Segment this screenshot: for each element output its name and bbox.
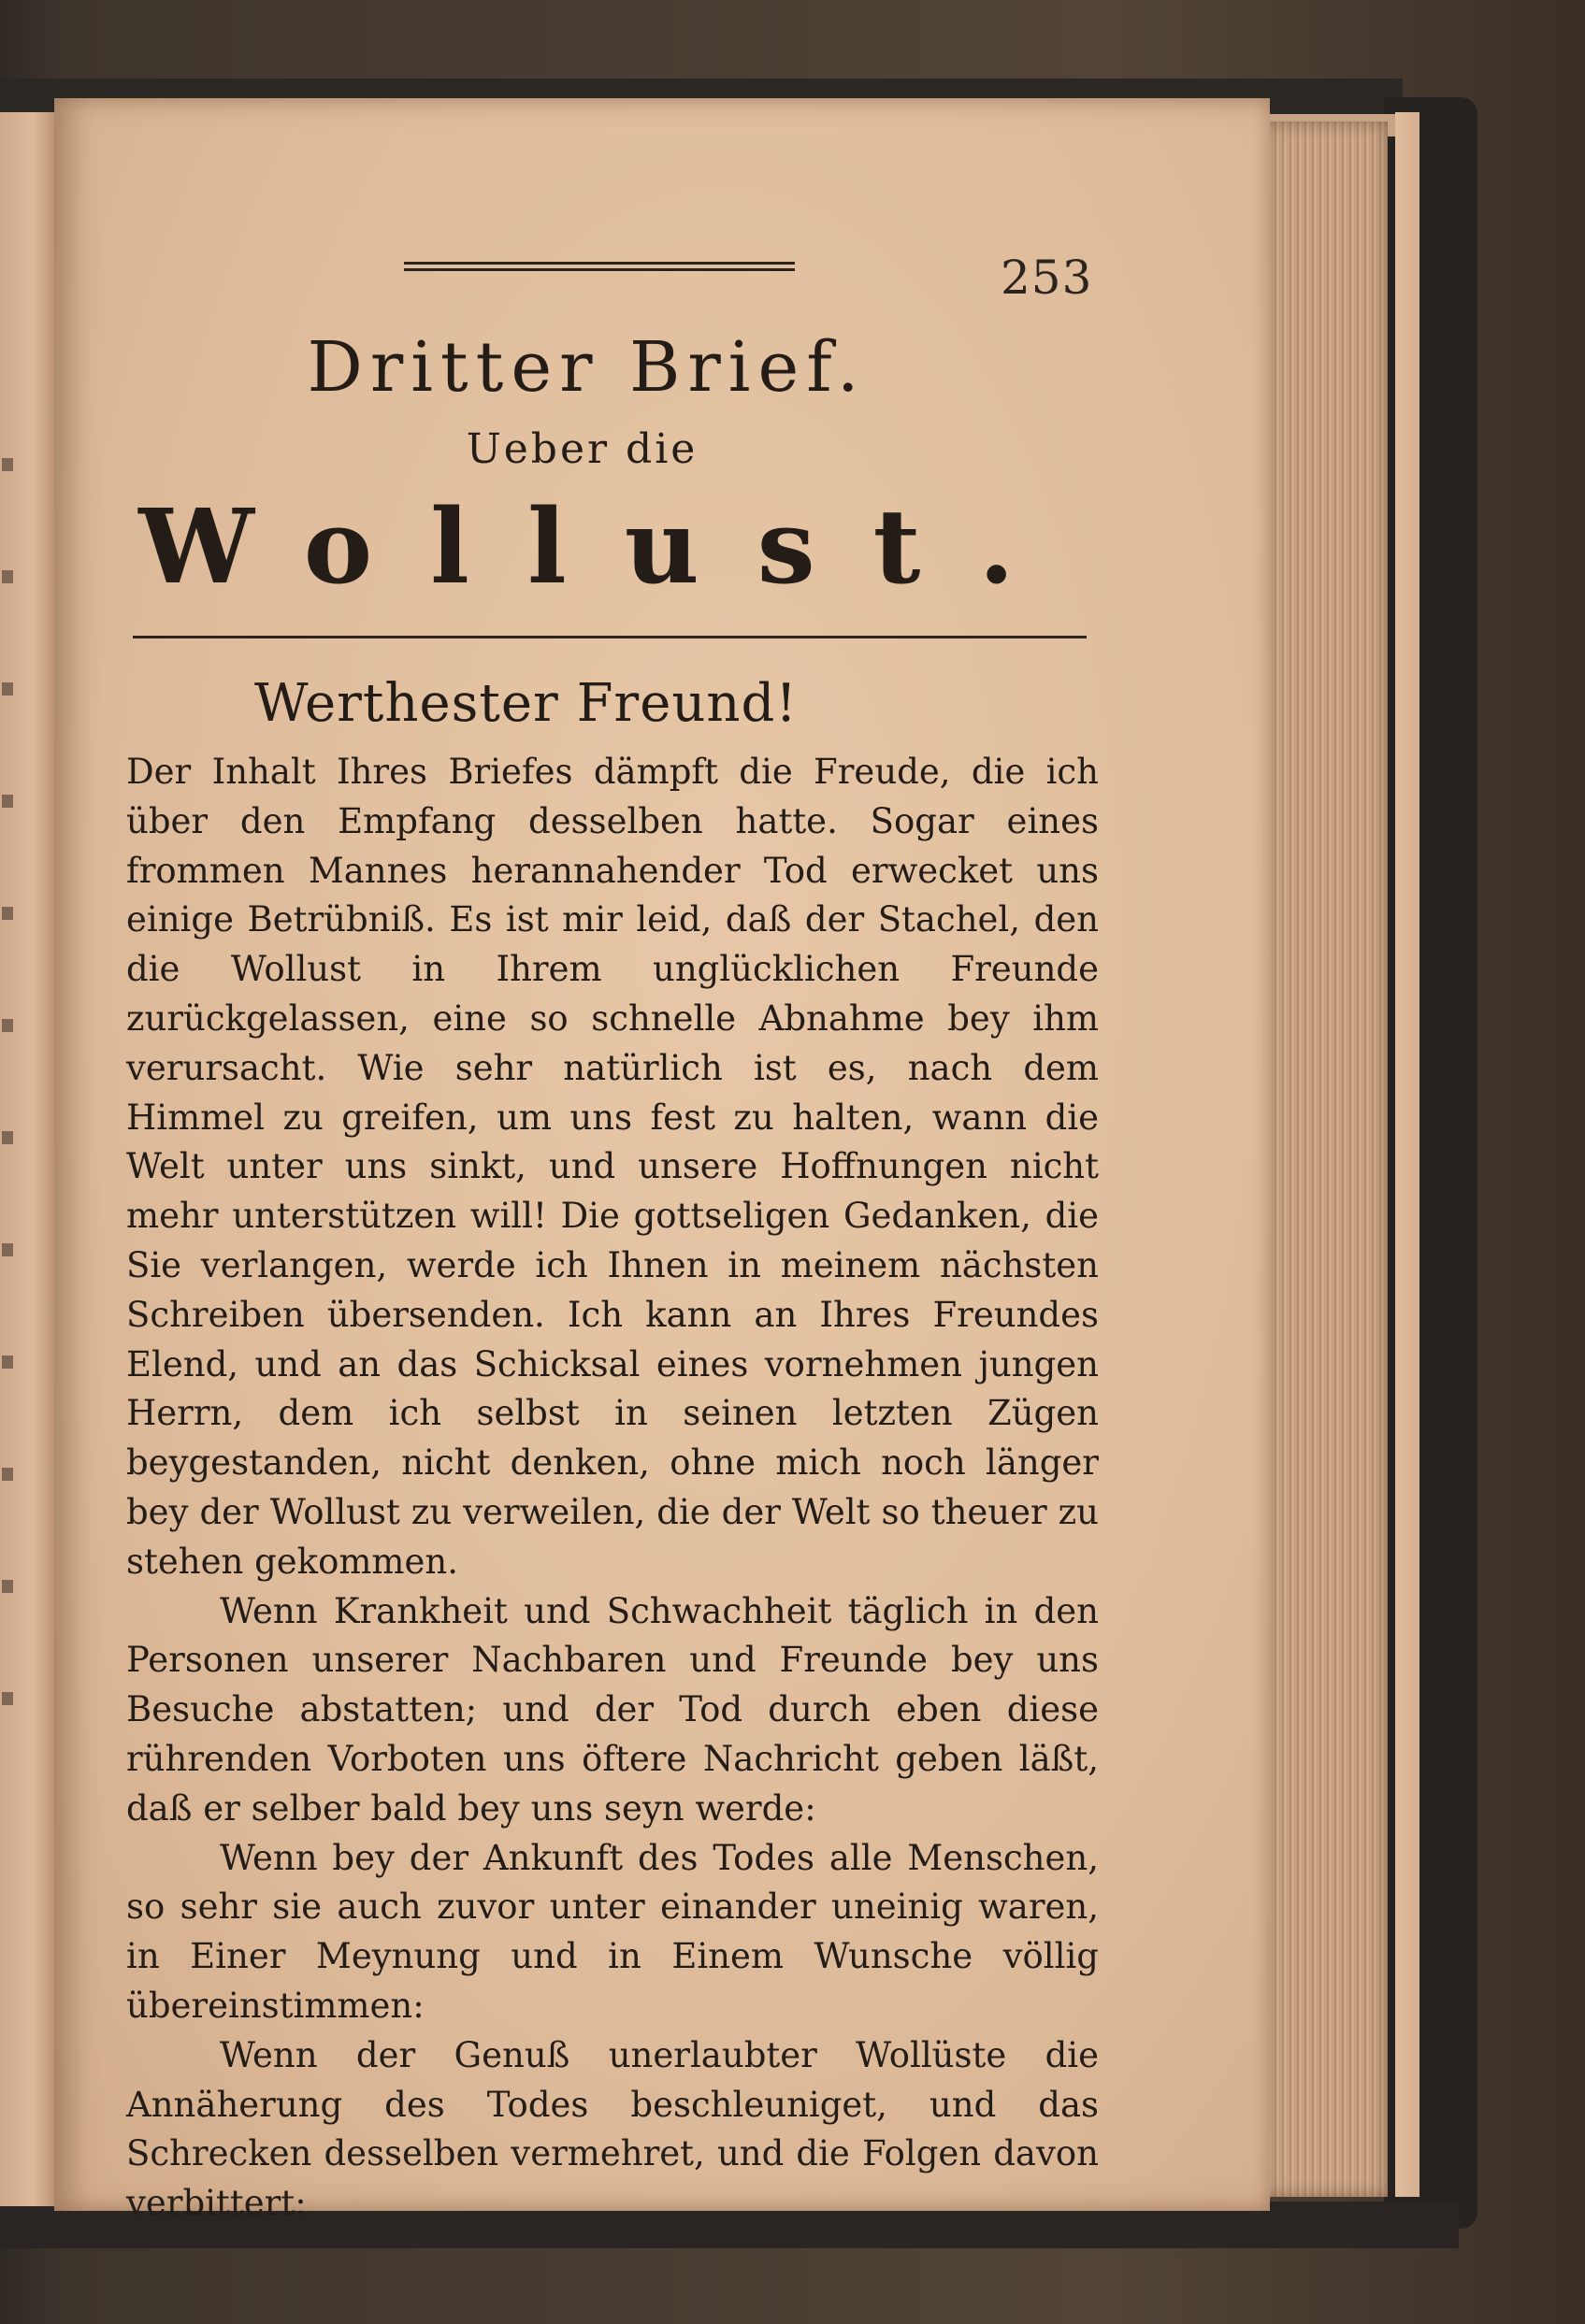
chapter-topic: Wollust. — [138, 486, 1073, 607]
heading-divider-rule — [133, 636, 1087, 638]
body-paragraph: Der Inhalt Ihres Briefes dämpft die Freude, die ich über den Empfang desselben hatte. Sogar eines frommen Mannes herannahender Tod erwecket uns einige Betrübniß. Es ist mir leid, daß der Stachel, den die Wollust in Ihrem unglücklichen Freunde zurückgelassen, eine so schnelle Abnahme bey ihm verursacht. Wie sehr natürlich ist es, nach dem Himmel zu greifen, um uns fest zu halten, wann die Welt unter uns sinkt, und unsere Hoffnungen nicht mehr unterstützen will! Die gottseligen Gedanken, die Sie verlangen, werde ich Ihnen in meinem nächsten Schreiben übersenden. Ich kann an Ihres Freundes Elend, und an das Schicksal eines vornehmen jungen Herrn, dem ich selbst in seinen letzten Zügen beygestanden, nicht denken, ohne mich noch länger bey der Wollust zu verweilen, die der Welt so theuer zu stehen gekommen. — [126, 752, 1099, 1582]
chapter-title: Dritter Brief. — [307, 327, 867, 408]
letter-body — [126, 748, 1099, 2229]
chapter-subtitle: Ueber die — [466, 425, 699, 473]
body-paragraph: Wenn der Genuß unerlaubter Wollüste die Annäherung des Todes beschleuniget, und das Schrecken desselben vermehret, und die Folgen davon verbittert: — [126, 2034, 1099, 2224]
body-paragraph: Wenn bey der Ankunft des Todes alle Menschen, so sehr sie auch zuvor unter einander uneinig waren, in Einer Meynung und in Einem Wunsche völlig übereinstimmen: — [126, 1837, 1099, 2026]
page-block-outer-edge — [1395, 112, 1419, 2197]
letter-salutation: Werthester Freund! — [254, 673, 798, 734]
body-paragraph: Wenn Krankheit und Schwachheit täglich in den Personen unserer Nachbaren und Freunde bey uns Besuche abstatten; und der Tod durch eben diese rührenden Vorboten uns öftere Nachricht geben läßt, daß er selber bald bey uns seyn werde: — [126, 1590, 1099, 1829]
page-number: 253 — [1001, 251, 1093, 305]
header-double-rule — [404, 262, 795, 271]
